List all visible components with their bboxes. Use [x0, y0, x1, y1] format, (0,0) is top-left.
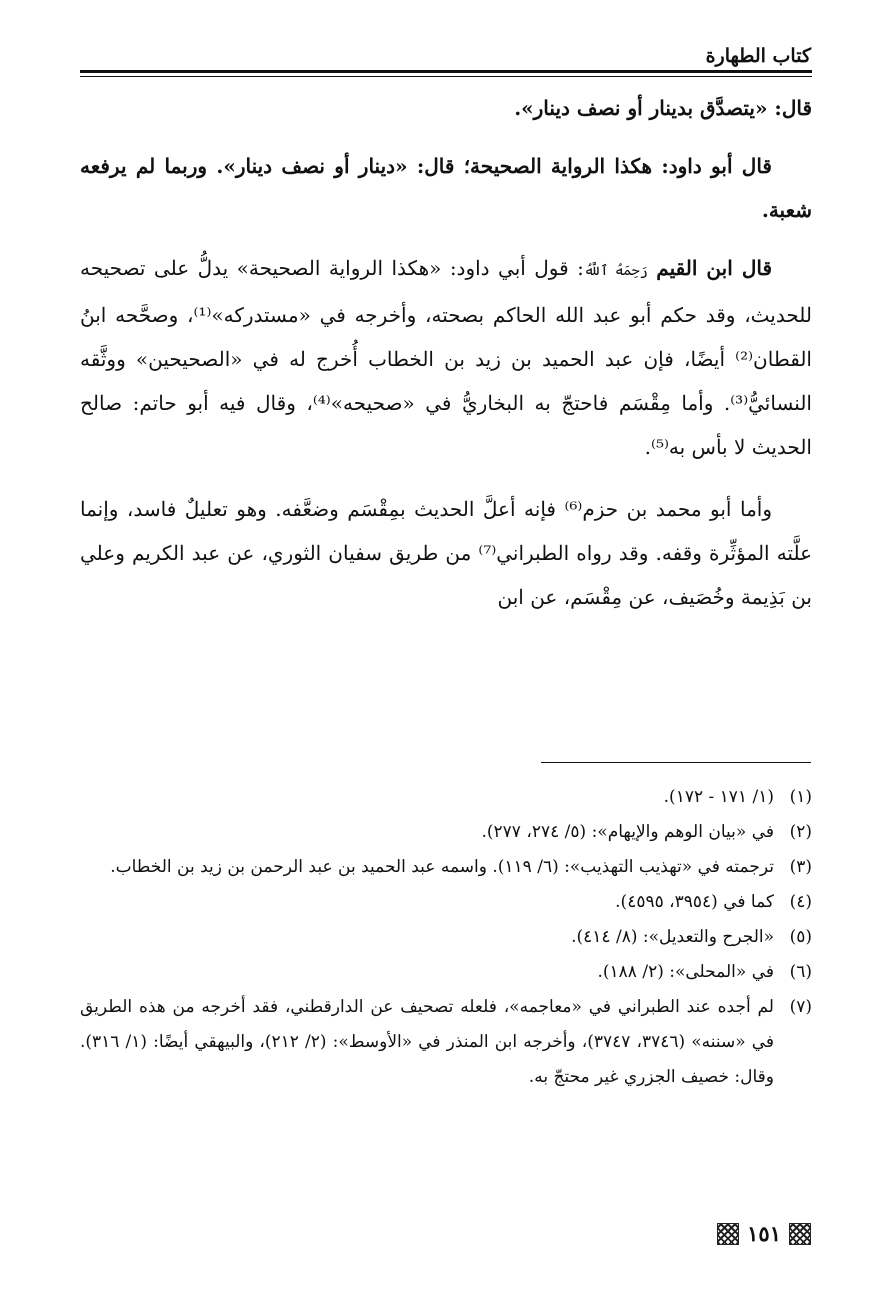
- footnote-number: (٧): [789, 997, 812, 1017]
- ornament-icon: [717, 1223, 739, 1245]
- footnote-text: لم أجده عند الطبراني في «معاجمه»، فلعله تصحيف عن الدارقطني، فقد أخرجه من هذه الطريق في «سننه» (٣٧٤٦، ٣٧٤٧)، وأخرجه ابن المنذر في «الأوسط»: (٢/ ٢١٢)، والبيهقي أيضًا: (١/ ٣١٦). وقال: خصيف الجزري غير محتجّ به.: [80, 997, 775, 1087]
- page-footer: [717, 1222, 811, 1246]
- page-number: ١٥١: [747, 1221, 781, 1246]
- footnote-text: في «المحلى»: (٢/ ١٨٨).: [597, 962, 774, 982]
- footnote-number: (٣): [789, 857, 812, 877]
- footnote-4: [80, 885, 812, 920]
- footnote-number: (١): [789, 787, 812, 807]
- footnotes-list: [80, 780, 812, 1095]
- footnote-number: (٢): [789, 822, 812, 842]
- footnote-number: (٥): [789, 927, 812, 947]
- footnote-number: (٤): [789, 892, 812, 912]
- honorific: رَحِمَهُ ٱللَّهُ: [583, 263, 648, 279]
- header-rule-thick: [80, 70, 812, 73]
- footnote-text: «الجرح والتعديل»: (٨/ ٤١٤).: [571, 927, 774, 947]
- footnote-6: [80, 955, 812, 990]
- ornament-icon: [789, 1223, 811, 1245]
- footnote-3: [80, 850, 812, 885]
- footnote-text: كما في (٣٩٥٤، ٤٥٩٥).: [615, 892, 774, 912]
- header-rule-thin: [80, 76, 812, 77]
- footnote-text: ترجمته في «تهذيب التهذيب»: (٦/ ١١٩). واسمه عبد الحميد بن عبد الرحمن بن زيد بن الخطاب.: [110, 857, 774, 877]
- footnote-text: في «بيان الوهم والإيهام»: (٥/ ٢٧٤، ٢٧٧).: [481, 822, 774, 842]
- paragraph-2: قال أبو داود: هكذا الرواية الصحيحة؛ قال: «دينار أو نصف دينار». وربما لم يرفعه شعبة.: [80, 154, 812, 222]
- footnote-text: (١/ ١٧١ - ١٧٢).: [663, 787, 774, 807]
- paragraph-3-lead: قال ابن القيم: [656, 256, 772, 280]
- footnote-number: (٦): [789, 962, 812, 982]
- running-header-title: كتاب الطهارة: [705, 45, 811, 67]
- paragraph-4: وأما أبو محمد بن حزم⁽⁶⁾ فإنه أعلَّ الحديث بمِقْسَم وضعَّفه. وهو تعليلٌ فاسد، وإنما علَّته المؤثِّرة وقفه. وقد رواه الطبراني⁽⁷⁾ من طريق سفيان الثوري، عن عبد الكريم وعلي بن بَذِيمة وخُصَيف، عن مِقْسَم، عن ابن: [80, 497, 813, 609]
- paragraph-1: قال: «يتصدَّق بدينار أو نصف دينار».: [514, 96, 812, 120]
- footnote-1: [80, 780, 812, 815]
- main-text: [80, 86, 812, 619]
- footnote-7: [80, 990, 812, 1095]
- footnote-separator: [541, 762, 811, 763]
- paragraph-3: [80, 246, 812, 469]
- footnote-5: [80, 920, 812, 955]
- footnote-2: [80, 815, 812, 850]
- paragraph-3-text: : قول أبي داود: «هكذا الرواية الصحيحة» يدلُّ على تصحيحه للحديث، وقد حكم أبو عبد الله الحاكم بصحته، وأخرجه في «مستدركه»⁽¹⁾، وصحَّحه ابنُ القطان⁽²⁾ أيضًا، فإن عبد الحميد بن زيد بن الخطاب أُخرج له في «الصحيحين» ووثَّقه النسائيُّ⁽³⁾. وأما مِقْسَم فاحتجّ به البخاريُّ في «صحيحه»⁽⁴⁾، وقال فيه أبو حاتم: صالح الحديث لا بأس به⁽⁵⁾.: [80, 256, 812, 459]
